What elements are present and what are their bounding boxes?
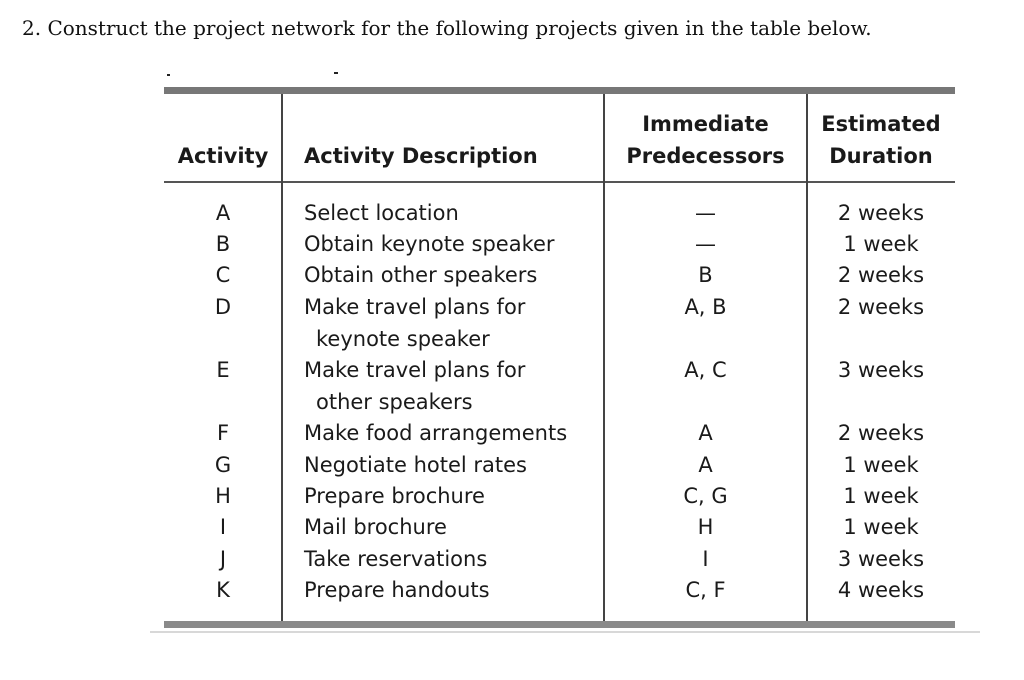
activity-id: H [215,484,231,508]
activity-predecessors: I [702,547,709,571]
activity-description: Obtain keynote speaker [304,232,555,256]
activity-duration: 2 weeks [837,201,925,225]
activity-predecessors: C, G [683,484,728,508]
activity-id: F [216,421,230,445]
activity-id: J [219,547,227,571]
activity-duration: 2 weeks [837,295,925,319]
activity-description: Make food arrangements [304,421,568,445]
activity-description: Prepare brochure [304,484,485,508]
activity-duration: 1 week [843,484,919,508]
activity-duration: 3 weeks [837,547,925,571]
activity-description: Negotiate hotel rates [304,453,527,477]
activity-description: Select location [304,201,459,225]
activity-id: D [214,295,232,319]
activity-description-continued: other speakers [316,390,473,414]
activity-duration: 4 weeks [837,578,925,602]
activity-predecessors: H [697,515,714,539]
header-duration-line2: Duration [829,144,933,168]
activity-id: G [214,453,232,477]
header-duration-line1: Estimated [821,112,941,136]
activity-duration: 3 weeks [837,358,925,382]
table-top-rule [164,87,955,94]
activity-duration: 1 week [843,453,919,477]
activity-description-continued: keynote speaker [316,327,490,351]
scan-speck [167,74,170,76]
activity-predecessors: A, C [684,358,727,382]
activity-description: Obtain other speakers [304,263,538,287]
question-text: 2. Construct the project network for the following projects given in the table below. [22,16,872,40]
activity-predecessors: C, F [685,578,726,602]
activity-description: Make travel plans for [304,295,526,319]
activity-predecessors: A [698,453,713,477]
activity-description: Take reservations [304,547,488,571]
activity-description: Mail brochure [304,515,447,539]
header-predecessors-line2: Predecessors [626,144,785,168]
activity-duration: 2 weeks [837,421,925,445]
header-activity: Activity [177,144,269,168]
activity-predecessors: — [695,201,716,225]
activity-id: E [216,358,230,382]
activity-predecessors: A, B [684,295,727,319]
activity-predecessors: — [695,232,716,256]
table-bottom-shadow [150,631,980,633]
activity-id: K [216,578,230,602]
activity-id: I [219,515,227,539]
activity-duration: 1 week [843,515,919,539]
activity-id: B [215,232,231,256]
activity-duration: 2 weeks [837,263,925,287]
activity-id: C [215,263,231,287]
table-bottom-rule [164,621,955,628]
activity-description: Make travel plans for [304,358,526,382]
header-description: Activity Description [304,144,538,168]
activity-description: Prepare handouts [304,578,490,602]
scan-speck [334,72,338,74]
activity-duration: 1 week [843,232,919,256]
activity-predecessors: B [698,263,713,287]
header-predecessors-line1: Immediate [642,112,769,136]
activity-id: A [215,201,231,225]
activity-predecessors: A [698,421,713,445]
